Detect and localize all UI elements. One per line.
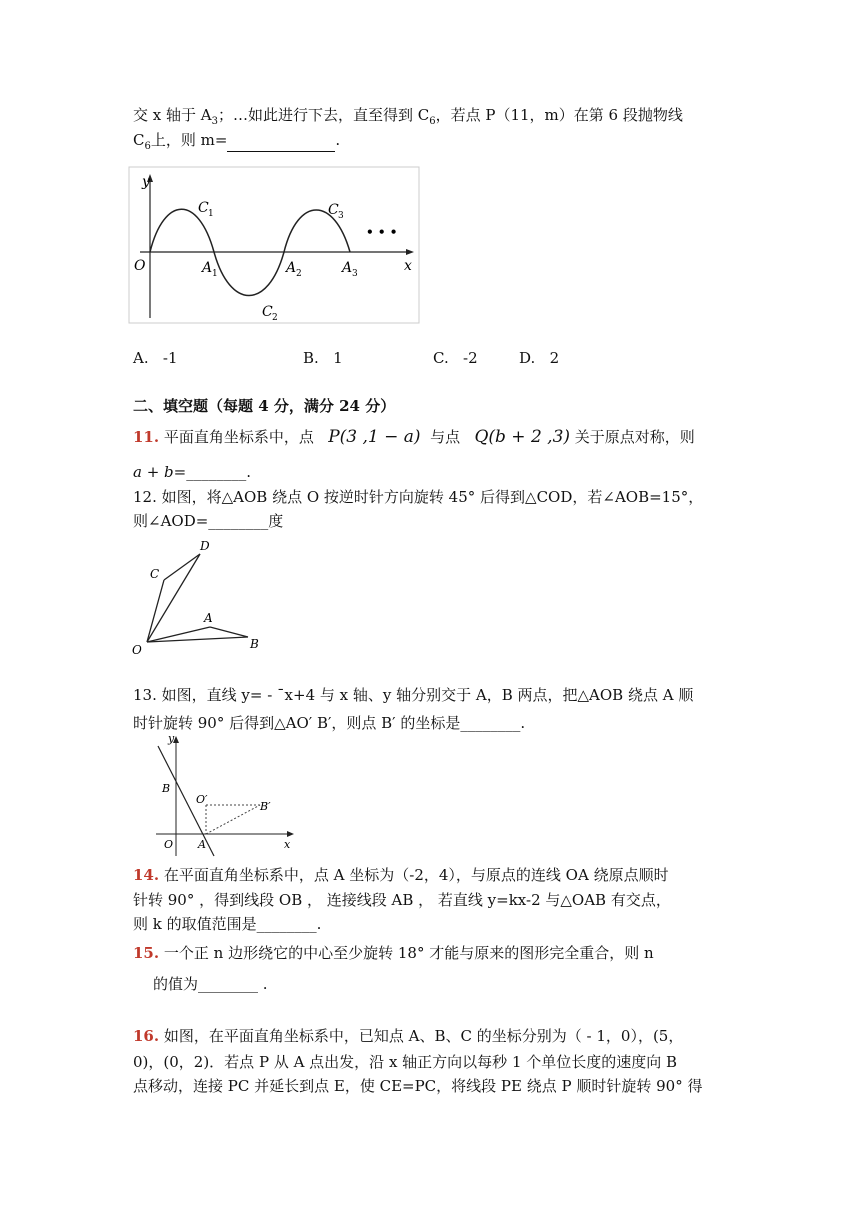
q14-line3: 则 k 的取值范围是________.: [133, 915, 322, 933]
q10-line1: 交 x 轴于 $A_3$；…如此进行下去，直至得到 $C_6$，若点 P（11，m）在第 6 段抛物线: [133, 106, 683, 127]
x-label: x: [404, 258, 412, 274]
svg-text:1: 1: [208, 209, 214, 219]
svg-text:3: 3: [352, 269, 358, 279]
question-number: 14.: [133, 866, 160, 884]
svg-text:2: 2: [272, 313, 278, 323]
label-o-prime: O′: [196, 793, 208, 806]
c2-label: C: [262, 304, 273, 320]
q16-line3: 点移动，连接 PC 并延长到点 E，使 CE=PC，将线段 PE 绕点 P 顺时针旋转 90° 得: [133, 1077, 703, 1095]
q15-line1: 15. 一个正 n 边形绕它的中心至少旋转 18° 才能与原来的图形完全重合，则 n: [133, 944, 654, 962]
option-b[interactable]: B. 1: [303, 349, 343, 367]
ellipsis: • • •: [366, 225, 398, 239]
q15-line2: 的值为________ .: [153, 975, 268, 993]
a2-label: A: [286, 260, 297, 276]
c1-label: C: [198, 200, 209, 216]
label-o: O: [132, 643, 142, 657]
q16-line2: 0)，(0，2)．若点 P 从 A 点出发，沿 x 轴正方向以每秒 1 个单位长度的速度向 B: [133, 1053, 678, 1071]
q16-line1: 16. 如图，在平面直角坐标系中，已知点 A、B、C 的坐标分别为（ - 1，0），(5，: [133, 1027, 684, 1045]
svg-text:1: 1: [212, 269, 218, 279]
question-number: 11.: [133, 428, 160, 446]
a3-label: A: [342, 260, 353, 276]
option-a[interactable]: A. -1: [133, 349, 178, 367]
x-label: x: [284, 838, 291, 851]
q11-line1: 11. 平面直角坐标系中，点 P(3 ,1 − a) 与点 Q(b + 2 ,3) 关于原点对称，则: [133, 427, 695, 447]
q14-line2: 针转 90° ，得到线段 OB ， 连接线段 AB ， 若直线 y=kx-2 与△OAB 有交点，: [133, 891, 671, 909]
section-heading: 二、填空题（每题 4 分，满分 24 分）: [133, 397, 396, 415]
option-d[interactable]: D. 2: [519, 349, 560, 367]
q12-line1: 12. 如图，将△AOB 绕点 O 按逆时针方向旋转 45° 后得到△COD，若∠AOB=15°，: [133, 488, 704, 506]
a1-label: A: [202, 260, 213, 276]
label-d: D: [200, 539, 210, 553]
point-p-expr: P(3 ,1 − a): [328, 427, 421, 447]
label-b: B: [162, 782, 171, 795]
q10-figure: [128, 166, 420, 324]
q13-figure: [150, 730, 298, 860]
q10-line2: $C_6$上，则 m= .: [133, 131, 341, 152]
svg-text:2: 2: [296, 269, 302, 279]
q13-line1: 13. 如图，直线 y= - ¯x+4 与 x 轴、y 轴分别交于 A，B 两点，把△AOB 绕点 A 顺: [133, 686, 694, 704]
q12-line2: 则∠AOD=________度: [133, 512, 284, 530]
y-label: y: [142, 174, 150, 190]
q14-line1: 14. 在平面直角坐标系中，点 A 坐标为（-2，4），与原点的连线 OA 绕原点顺时: [133, 866, 669, 884]
label-b-prime: B′: [260, 800, 271, 813]
option-c[interactable]: C. -2: [433, 349, 478, 367]
question-number: 15.: [133, 944, 160, 962]
q13-line2: 时针旋转 90° 后得到△AO′ B′，则点 B′ 的坐标是________.: [133, 714, 526, 732]
question-number: 16.: [133, 1027, 160, 1045]
origin-label: O: [134, 258, 146, 274]
label-a: A: [204, 611, 213, 625]
label-o: O: [164, 838, 174, 851]
answer-blank: [227, 129, 335, 152]
label-b: B: [250, 637, 259, 651]
q11-line2: a + b=________.: [133, 463, 251, 481]
c3-label: C: [328, 202, 339, 218]
svg-text:3: 3: [338, 211, 344, 221]
q12-figure: [130, 536, 264, 658]
label-c: C: [150, 567, 160, 581]
label-a: A: [198, 838, 206, 851]
point-q-expr: Q(b + 2 ,3): [474, 427, 571, 447]
y-label: y: [168, 732, 175, 745]
